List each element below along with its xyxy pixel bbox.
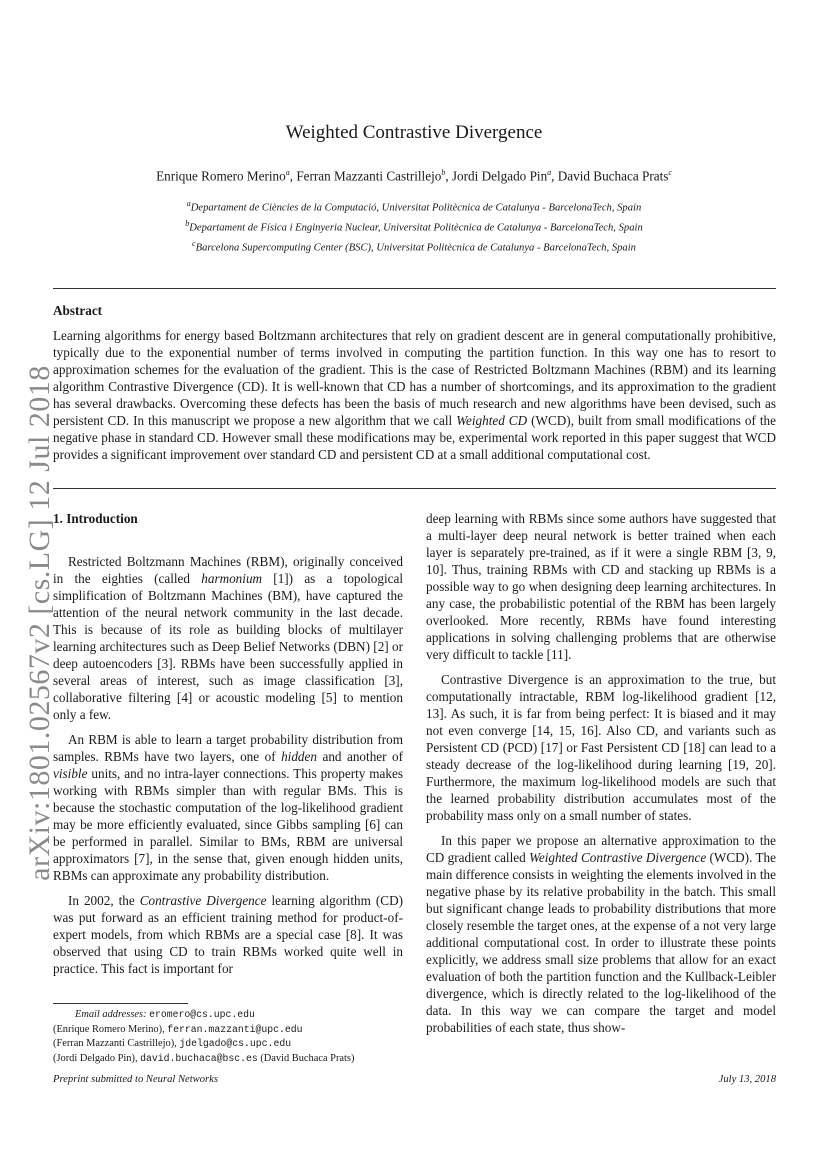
author-name: Ferran Mazzanti Castrillejo — [296, 168, 442, 184]
paragraph — [53, 553, 403, 723]
paragraph: deep learning with RBMs since some authors have suggested that a multi-layer deep neural network is better trained when each layer is separately pre-trained, as if it were a single RBM [3, 9, 10]. Thus, training RBMs with CD and stacking up RBMs is a possible way to go when designing deep learning architectures. In any case, the probabilistic potential of the RBM has been largely overlooked. More recently, RBMs have found interesting applications in solving challenging problems that are otherwise very difficult to tackle [11]. — [426, 511, 776, 662]
emphasis: hidden — [281, 749, 317, 764]
paragraph-text: and another of — [316, 749, 403, 764]
paragraph-text: An RBM is able to learn a target probability distribution from samples. RBMs have two layers, one of — [53, 732, 403, 764]
footnote-rule — [53, 1003, 188, 1004]
section-heading: 1. Introduction — [53, 511, 138, 526]
affiliation-text: Barcelona Supercomputing Center (BSC), Universitat Politècnica de Catalunya - BarcelonaTech, Spain — [195, 242, 636, 254]
abstract-emphasis: Weighted CD — [456, 413, 528, 428]
affiliation-mark: a — [186, 199, 191, 208]
paragraph-text: In 2002, the — [68, 893, 140, 908]
paragraph — [53, 731, 403, 884]
email-link[interactable]: david.buchaca@bsc.es — [140, 1052, 258, 1064]
email-link[interactable]: jdelgado@cs.upc.edu — [179, 1038, 292, 1049]
paragraph-text: learning algorithm (CD) was put forward as an efficient training method for product-of-expert models, from which RBMs are a special case [8]. It was observed that using CD to train RBMs worked quite well in practice. This fact is important for — [53, 893, 403, 976]
paragraph-text: [1]) as a topological simplification of Boltzmann Machines (BM), have captured the attention of the neural network community in the last decade. This is because of its role as building blocks of multilayer learning architectures such as Deep Belief Networks (DBN) [2] or deep autoencoders [3]. RBMs have been successfully applied in several areas of interest, such as image classification [3], collaborative filtering [4] or acoustic modeling [5] to mention only a few. — [53, 571, 403, 722]
affiliation-line — [60, 216, 768, 236]
email-link[interactable]: eromero@cs.upc.edu — [149, 1009, 255, 1020]
affiliation-mark: c — [192, 239, 196, 249]
author-name: David Buchaca Prats — [557, 168, 669, 184]
abstract-text: (WCD), built from small modifications of the negative phase in standard CD. However small these modifications may be, experimental work reported in this paper suggest that WCD provides a significant improvement over standard CD and persistent CD at a small additional computational cost. — [53, 413, 776, 462]
arxiv-identifier: arXiv:1801.02567v2 [cs.LG] 12 Jul 2018 — [23, 364, 56, 881]
author-affiliation-mark: a — [547, 168, 552, 177]
emphasis: Contrastive Divergence — [139, 893, 267, 908]
abstract-body — [53, 327, 776, 463]
affiliation-text: Departament de Física i Enginyeria Nuclear, Universitat Politècnica de Catalunya - BarcelonaTech, Spain — [189, 222, 643, 234]
footnote-text: (Ferran Mazzanti Castrillejo), — [53, 1038, 180, 1049]
emphasis: visible — [53, 766, 88, 781]
footnote-line — [53, 1008, 413, 1023]
footnote-label: Email addresses: — [75, 1009, 147, 1020]
email-footnote — [53, 1008, 413, 1066]
abstract-bottom-rule — [53, 488, 776, 489]
footnote-line — [53, 1023, 413, 1038]
left-column — [53, 510, 403, 985]
paragraph-text: units, and no intra-layer connections. This property makes working with RBMs simpler than with regular BMs. This is because the stochastic computation of the log-likelihood gradient may be more efficiently evaluated, since Gibbs sampling [6] can be performed in parallel. Similar to BMs, RBM are universal approximators [7], in the sense that, given enough hidden units, RBMs can approximate any probability distribution. — [53, 766, 403, 883]
emphasis: harmonium — [201, 571, 263, 586]
affiliation-line — [60, 236, 768, 256]
abstract-text: Learning algorithms for energy based Boltzmann architectures that rely on gradient descent are in general computationally prohibitive, typically due to the exponential number of terms involved in computing the partition function. In this way one has to resort to approximation schemes for the evaluation of the gradient. This is the case of Restricted Boltzmann Machines (RBM) and its learning algorithm Contrastive Divergence (CD). It is well-known that CD has a number of shortcomings, and its approximation to the gradient has several drawbacks. Overcoming these defects has been the basis of much research and new algorithms have been devised, such as persistent CD. In this manuscript we propose a new algorithm that we call — [53, 328, 776, 428]
author-affiliation-mark: c — [668, 168, 672, 177]
author-name: Jordi Delgado Pin — [451, 168, 548, 184]
affiliation-list — [60, 196, 768, 256]
footnote-text: (Enrique Romero Merino), — [53, 1023, 168, 1035]
author-affiliation-mark: b — [441, 168, 446, 177]
email-link[interactable]: ferran.mazzanti@upc.edu — [167, 1023, 303, 1035]
affiliation-line — [60, 196, 768, 216]
author-separator: , — [289, 168, 297, 184]
footer-date: July 13, 2018 — [718, 1074, 776, 1085]
paper-title: Weighted Contrastive Divergence — [285, 122, 543, 143]
affiliation-text: Departament de Ciències de la Computació, Universitat Politècnica de Catalunya - BarcelonaTech, Spain — [190, 202, 642, 214]
footnote-text: (Jordi Delgado Pin), — [53, 1052, 141, 1064]
author-separator: , — [551, 168, 558, 184]
paragraph: Contrastive Divergence is an approximation to the true, but computationally intractable, RBM log-likelihood gradient [12, 13]. As such, it is far from being perfect: It is biased and it may not even converge [14, 15, 16]. Also CD, and variants such as Persistent CD (PCD) [17] or Fast Persistent CD [18] can lead to a steady decrease of the log-likelihood during learning [19, 20]. Furthermore, the maximum log-likelihood models are such that the learned probability distribution accumulates most of the probability mass only on a small number of states. — [426, 672, 776, 823]
affiliation-mark: b — [185, 219, 190, 229]
paragraph-text: (WCD). The main difference consists in weighting the elements involved in the negative phase by its relative probability in the batch. This small but significant change leads to probability distributions that more closely resemble the target ones, at the expense of a not very large additional computational cost. In order to illustrate these points explicitly, we address small size problems that allow for an exact evaluation of both the partition function and the Kullback-Leibler divergence, which is directly related to the log-likelihood of the data. In this way we can compare the target and model probabilities of each state, thus show- — [426, 850, 776, 1035]
author-affiliation-mark: a — [285, 168, 290, 177]
footnote-text: (David Buchaca Prats) — [257, 1052, 355, 1064]
emphasis: Weighted Contrastive Divergence — [529, 850, 707, 865]
paragraph-text: In this paper we propose an alternative approximation to the CD gradient called — [426, 833, 776, 865]
paragraph — [426, 832, 776, 1036]
author-name: Enrique Romero Merino — [156, 168, 286, 184]
author-list — [60, 168, 768, 184]
footnote-line — [53, 1052, 413, 1067]
abstract-top-rule — [53, 288, 776, 289]
footnote-line — [53, 1037, 413, 1052]
paragraph — [53, 892, 403, 977]
abstract-heading: Abstract — [53, 303, 103, 318]
footer-preprint-note: Preprint submitted to Neural Networks — [53, 1074, 218, 1085]
author-separator: , — [445, 168, 452, 184]
paragraph-text: Restricted Boltzmann Machines (RBM), originally conceived in the eighties (called — [53, 554, 403, 586]
right-column — [426, 510, 776, 1044]
